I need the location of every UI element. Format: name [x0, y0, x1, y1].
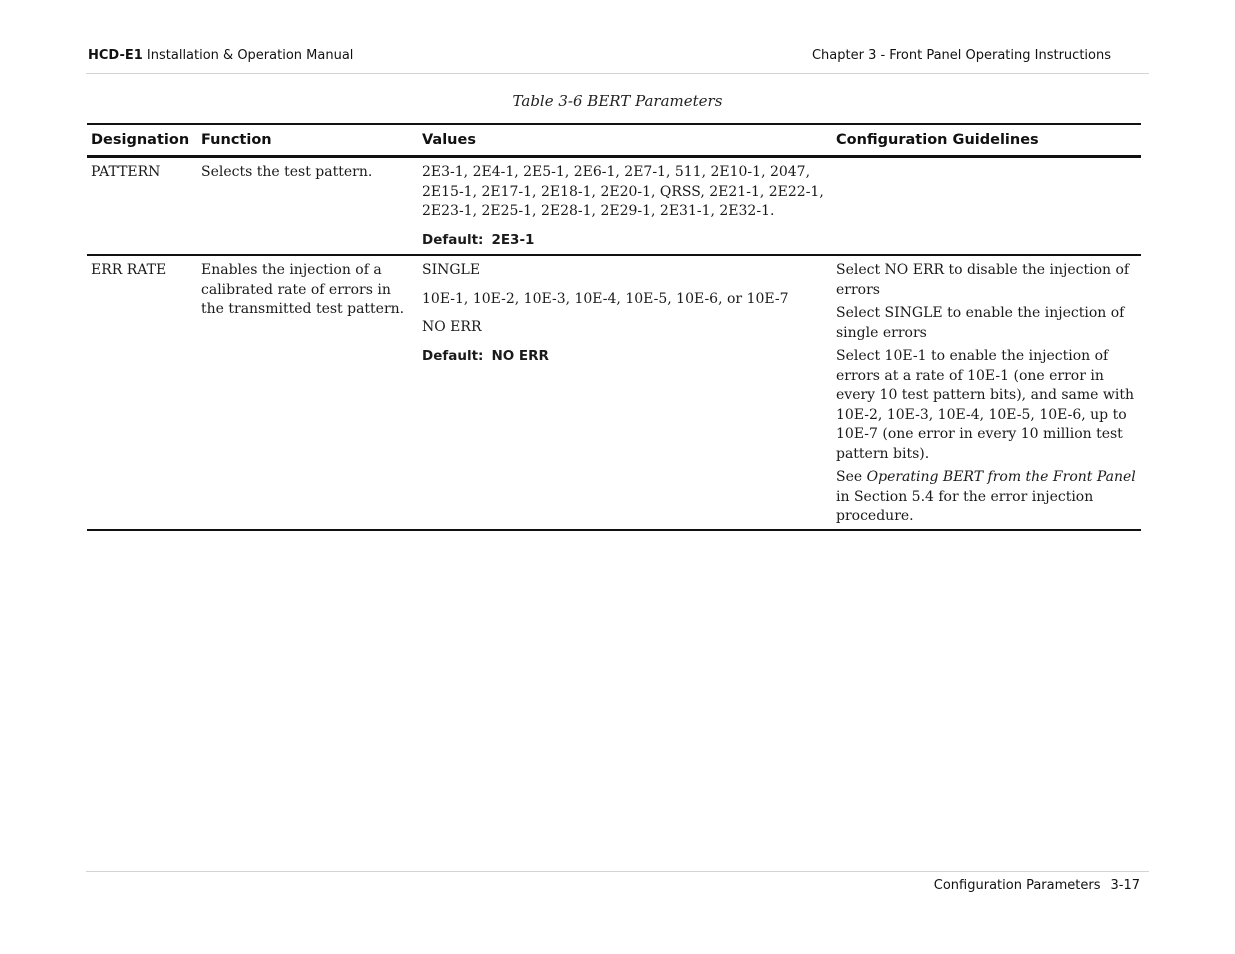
value-item: 10E-1, 10E-2, 10E-3, 10E-4, 10E-5, 10E-6, or 10E-7 — [422, 290, 789, 307]
guideline-see-reference — [836, 468, 1137, 527]
see-reference-link: Operating BERT from the Front Panel — [866, 469, 1136, 485]
table-caption: Table 3-6 BERT Parameters — [512, 92, 723, 110]
function-cell: Selects the test pattern. — [197, 157, 418, 256]
value-item: SINGLE — [422, 262, 481, 278]
default-label: Default: — [422, 231, 484, 248]
page-header — [88, 48, 1111, 68]
value-item: 2E3-1, 2E4-1, 2E5-1, 2E6-1, 2E7-1, 511, 2E10-1, 2047, 2E15-1, 2E17-1, 2E18-1, 2E20-1, QRSS, 2E21-1, 2E22-1, 2E23-1, 2E25-1, 2E28-1, 2E29-1, 2E31-1, 2E32-1. — [422, 164, 824, 219]
see-suffix: in Section 5.4 for the error injection procedure. — [836, 488, 1094, 524]
default-label: Default: — [422, 347, 484, 364]
default-value-text: 2E3-1 — [491, 231, 535, 248]
footer-divider — [86, 871, 1149, 872]
guidelines-cell — [832, 255, 1141, 530]
guideline-item: Select NO ERR to disable the injection of errors — [836, 262, 1130, 298]
footer-section: Configuration Parameters — [933, 878, 1101, 893]
function-cell: Enables the injection of a calibrated rate of errors in the transmitted test pattern. — [197, 255, 418, 530]
header-divider — [86, 73, 1149, 74]
guidelines-cell — [832, 157, 1141, 256]
bert-parameters-table — [87, 123, 1141, 531]
default-value — [422, 231, 828, 251]
guideline-item: Select 10E-1 to enable the injection of errors at a rate of 10E-1 (one error in every 10 test pattern bits), and same with 10E-2, 10E-3, 10E-4, 10E-5, 10E-6, up to 10E-7 (one error in every 10 million test pattern bits). — [836, 348, 1135, 462]
value-item: NO ERR — [422, 319, 482, 335]
default-value-text: NO ERR — [491, 347, 549, 364]
designation-cell: PATTERN — [87, 157, 197, 256]
designation-cell: ERR RATE — [87, 255, 197, 530]
guideline-item: Select SINGLE to enable the injection of single errors — [836, 305, 1125, 341]
default-value — [422, 347, 828, 367]
values-cell — [418, 157, 832, 256]
column-header-function: Function — [197, 124, 418, 157]
header-chapter: Chapter 3 - Front Panel Operating Instructions — [811, 48, 1111, 63]
header-manual-title — [88, 48, 353, 63]
values-cell — [418, 255, 832, 530]
column-header-values: Values — [418, 124, 832, 157]
column-header-designation: Designation — [87, 124, 197, 157]
see-prefix: See — [836, 469, 867, 485]
header-manual: Installation & Operation Manual — [146, 48, 354, 63]
page-number: 3-17 — [1110, 878, 1140, 893]
page-footer — [934, 878, 1140, 893]
table-row-pattern — [87, 157, 1141, 256]
table-row-err-rate — [87, 255, 1141, 530]
column-header-guidelines: Configuration Guidelines — [832, 124, 1141, 157]
header-product: HCD-E1 — [88, 48, 143, 63]
table-header-row — [87, 124, 1141, 157]
